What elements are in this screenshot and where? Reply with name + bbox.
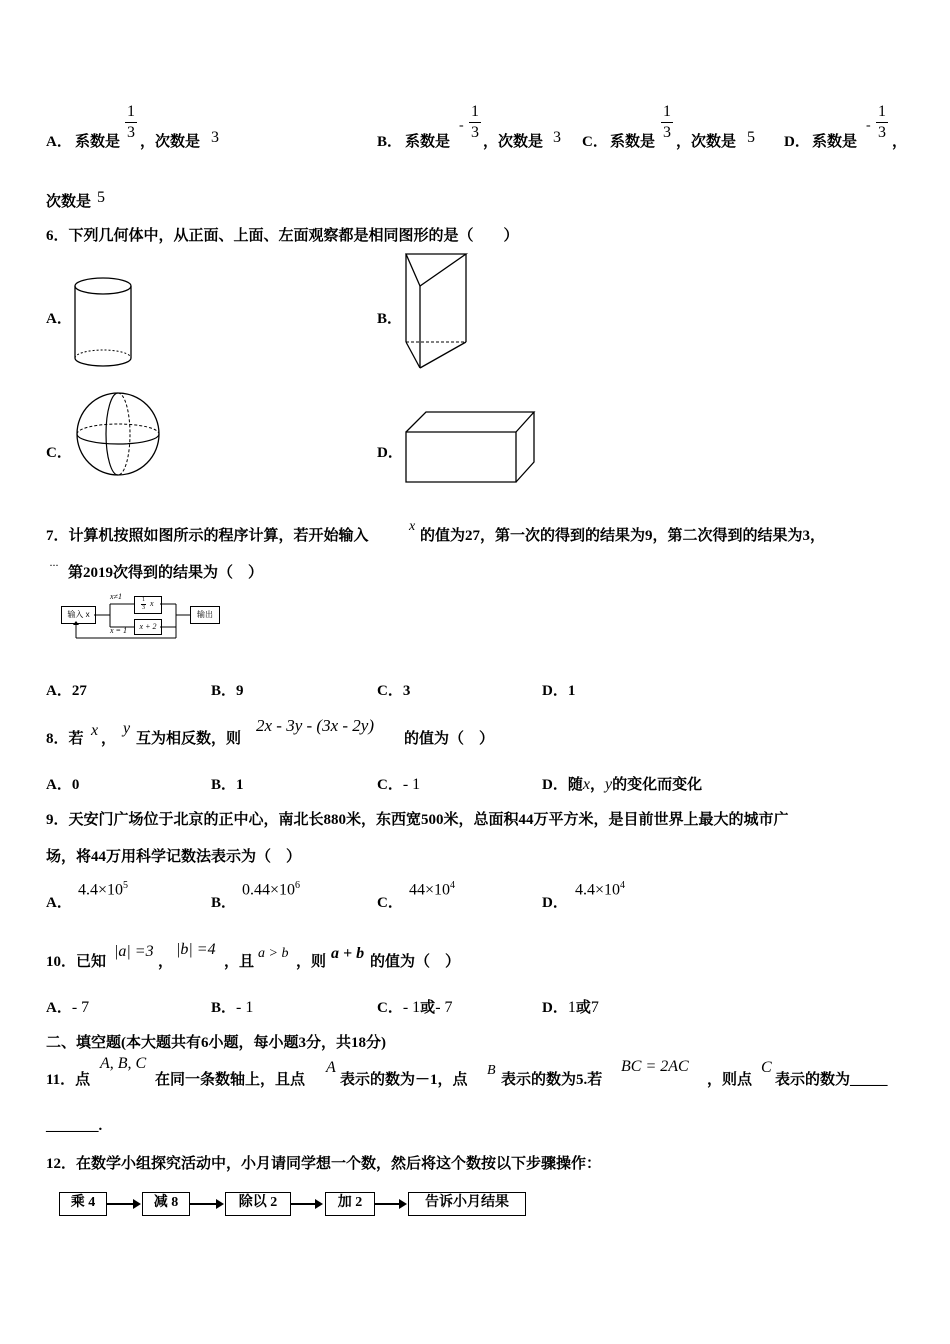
q5-c-num: 1 — [663, 103, 671, 120]
q5-d-fraction — [876, 103, 888, 142]
flow-cond-top: x≠1 — [110, 592, 122, 601]
q7-stem-c: 第2019次得到的结果为（ ） — [68, 565, 264, 581]
q10-mid2: ，则 — [296, 954, 327, 970]
q12-step-add: 加 2 — [325, 1192, 375, 1216]
q10-option-d: D．1或7 — [542, 999, 599, 1016]
q7-option-c: C．3 — [377, 683, 411, 699]
q5-b-label: B． — [377, 134, 403, 150]
flow-op-top-frac — [141, 597, 146, 612]
q5-b-den: 3 — [471, 124, 479, 141]
q10-abs-b: |b| =4 — [176, 941, 216, 958]
q7-stem-b: 的值为27，第一次的得到的结果为9，第二次得到的结果为3， — [420, 528, 826, 544]
q7-option-a: A．27 — [46, 683, 87, 699]
q10-sep: ， — [158, 954, 174, 970]
q5-d-tail: ， — [892, 134, 908, 150]
flow-output-box: 输出 — [190, 606, 220, 624]
flow-op-top-var: x — [150, 599, 154, 608]
q5-a-label: A． — [46, 134, 72, 150]
q5-d-deg: 5 — [97, 189, 105, 206]
flow-op-bottom-box: x + 2 — [134, 619, 162, 635]
q5-c-deg: 5 — [747, 129, 755, 146]
q7-ellipsis: ··· — [49, 558, 58, 572]
flow-cond-bottom: x = 1 — [110, 626, 127, 635]
q12-step-divide: 除以 2 — [225, 1192, 291, 1216]
q10-inequality: a > b — [258, 946, 289, 961]
q9-b-label: B． — [211, 895, 237, 911]
q10-prefix: 10．已知 — [46, 954, 107, 970]
q9-stem-line1: 9．天安门广场位于北京的正中心，南北长880米，东西宽500米，总面积44万平方米，是目前世界上最大的城市广 — [46, 812, 789, 828]
flow-op-top-box — [134, 596, 162, 614]
q11-t2: 表示的数为－1，点 — [340, 1072, 468, 1088]
q12-step-subtract: 减 8 — [142, 1192, 190, 1216]
q12-arrow-4 — [375, 1203, 405, 1205]
q5-b-deg-text: ，次数是 — [483, 134, 544, 150]
q11-points: A, B, C — [100, 1055, 147, 1072]
q5-b-sign: - — [459, 118, 464, 133]
q5-a-deg: 3 — [211, 129, 219, 146]
q8-mid: 互为相反数，则 — [136, 731, 242, 747]
q10-option-b: B．- 1 — [211, 999, 254, 1016]
q11-t1: 在同一条数轴上，且点 — [155, 1072, 306, 1088]
q8-sep: ， — [101, 731, 117, 747]
section-2-heading: 二、填空题(本大题共有6小题，每小题3分，共18分) — [46, 1035, 386, 1051]
triangular-prism-figure — [400, 250, 472, 374]
q9-c-label: C． — [377, 895, 403, 911]
q8-y: y — [123, 720, 131, 737]
q5-a-fraction — [125, 103, 137, 142]
flow-op-top-num: 1 — [142, 597, 145, 603]
q11-a: A — [326, 1059, 336, 1076]
q5-d-cont-text: 次数是 — [46, 194, 92, 210]
flow-op-top-den: 3 — [142, 605, 145, 611]
q7-option-b: B．9 — [211, 683, 244, 699]
q11-t3: 表示的数为5.若 — [501, 1072, 603, 1088]
q5-d-sign: - — [866, 118, 871, 133]
q5-a-coef-text: 系数是 — [75, 134, 121, 150]
q9-d-label: D． — [542, 895, 568, 911]
q5-d-label: D． — [784, 134, 810, 150]
q9-b-value: $0.44\times 10^6$ — [242, 880, 301, 899]
q7-option-d: D．1 — [542, 683, 576, 699]
q8-prefix: 8．若 — [46, 731, 84, 747]
q8-expression: 2x - 3y - (3x - 2y) — [256, 716, 374, 735]
q5-d-coef-text: 系数是 — [812, 134, 858, 150]
flow-input-box: 输入 x — [61, 606, 96, 624]
q8-option-c: C．- 1 — [377, 776, 421, 793]
q5-c-deg-text: ，次数是 — [676, 134, 737, 150]
q7-stem-a: 7．计算机按照如图所示的程序计算，若开始输入 — [46, 528, 369, 544]
q5-b-coef-text: 系数是 — [405, 134, 451, 150]
q9-a-value: $4.4\times 10^5$ — [78, 880, 129, 899]
q12-arrow-2 — [190, 1203, 222, 1205]
q9-stem-line2: 场，将44万用科学记数法表示为（ ） — [46, 849, 302, 865]
q8-suffix: 的值为（ ） — [404, 731, 495, 747]
q5-c-den: 3 — [663, 124, 671, 141]
q10-option-a: A．- 7 — [46, 999, 90, 1016]
q11-c: C — [761, 1059, 772, 1076]
q11-b: B — [487, 1063, 496, 1078]
q10-sum: a + b — [331, 945, 365, 962]
q5-b-num: 1 — [471, 103, 479, 120]
q10-mid1: ，且 — [224, 954, 255, 970]
q9-d-value: $4.4\times 10^4$ — [575, 880, 626, 899]
cylinder-figure — [70, 274, 136, 374]
q6-option-a-label: A． — [46, 311, 72, 327]
q10-suffix: 的值为（ ） — [370, 954, 461, 970]
q8-x: x — [91, 722, 99, 739]
q5-b-fraction — [469, 103, 481, 142]
q5-b-deg: 3 — [553, 129, 561, 146]
q11-blank-continuation: _______. — [46, 1118, 103, 1134]
q8-option-a: A．0 — [46, 777, 80, 793]
sphere-figure — [74, 390, 164, 480]
q6-option-c-label: C． — [46, 445, 72, 461]
q5-c-coef-text: 系数是 — [610, 134, 656, 150]
q11-t4: ，则点 — [707, 1072, 753, 1088]
q9-c-value: $44\times 10^4$ — [409, 880, 456, 899]
q12-step-multiply: 乘 4 — [59, 1192, 107, 1216]
q10-abs-a: |a| =3 — [114, 943, 154, 960]
q6-option-b-label: B． — [377, 311, 403, 327]
q10-option-c: C．- 1或- 7 — [377, 999, 453, 1016]
q5-a-den: 3 — [127, 124, 135, 141]
q8-option-b: B．1 — [211, 777, 244, 793]
q11-condition: BC = 2AC — [621, 1058, 689, 1075]
q5-a-deg-text: ，次数是 — [140, 134, 201, 150]
q6-stem: 6．下列几何体中，从正面、上面、左面观察都是相同图形的是（ ） — [46, 228, 519, 244]
q11-prefix: 11．点 — [46, 1072, 91, 1088]
q8-option-d: D．随x，y的变化而变化 — [542, 776, 703, 793]
q12-arrow-3 — [291, 1203, 321, 1205]
q5-c-label: C． — [582, 134, 608, 150]
q12-arrow-1 — [107, 1203, 139, 1205]
q5-a-num: 1 — [127, 103, 135, 120]
q5-d-num: 1 — [878, 103, 886, 120]
q7-var-x: x — [409, 519, 416, 534]
q5-d-den: 3 — [878, 124, 886, 141]
q5-c-fraction — [661, 103, 673, 142]
q9-a-label: A． — [46, 895, 72, 911]
q11-t5: 表示的数为_____ — [775, 1072, 888, 1088]
q12-step-tell-result: 告诉小月结果 — [408, 1192, 526, 1216]
q6-option-d-label: D． — [377, 445, 403, 461]
rectangular-prism-figure — [404, 408, 538, 488]
q12-stem: 12．在数学小组探究活动中，小月请同学想一个数，然后将这个数按以下步骤操作： — [46, 1156, 602, 1172]
